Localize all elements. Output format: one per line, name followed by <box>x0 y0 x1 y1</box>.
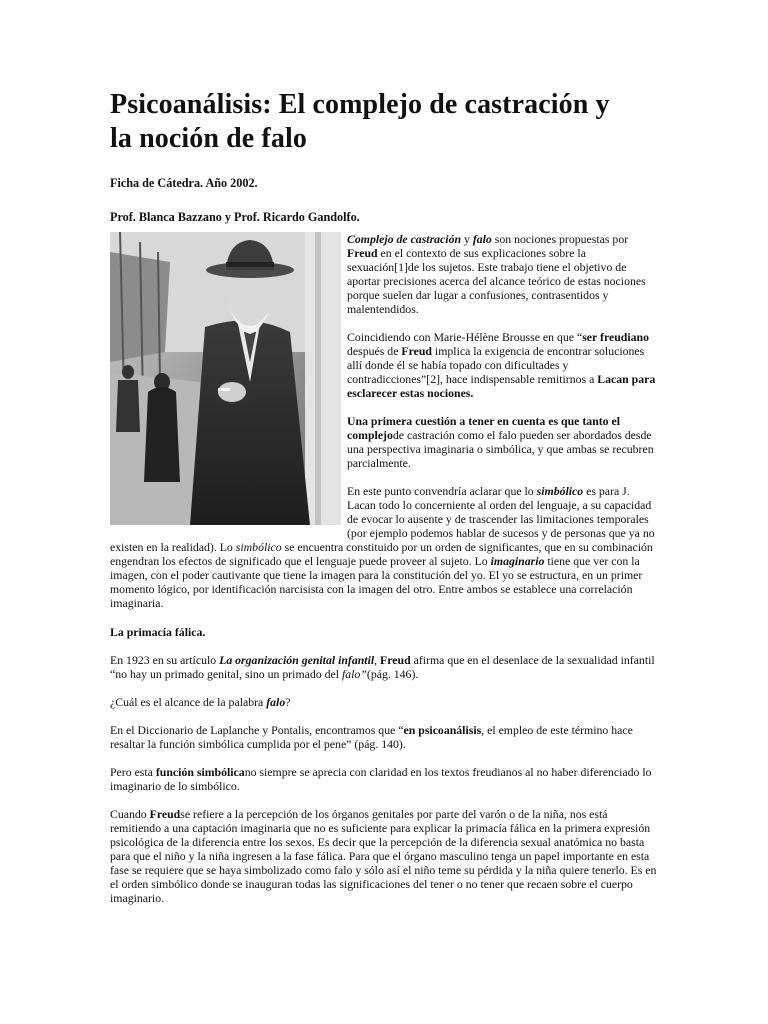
paragraph-6: ¿Cuál es el alcance de la palabra falo? <box>110 695 291 709</box>
portrait-photo-icon <box>110 232 341 525</box>
document-page <box>110 88 660 905</box>
section-heading: La primacía fálica. <box>110 625 206 639</box>
paragraph-1: Complejo de castración y falo son nociones propuestas por Freud en el contexto de sus explicaciones sobre la sexuación[1]de los sujetos. Este trabajo tiene el objetivo de aportar precisiones acerca del alcance teórico de estas nociones porque suelen dar lugar a confusiones, contrasentidos y malentendidos. <box>347 232 646 316</box>
paragraph-9: Cuando Freudse refiere a la percepción de los órganos genitales por parte del varón o de la niña, nos está remitiendo a una captación imaginaria que no es suficiente para explicar la primacía fálica en la primera expresión psicológica de la diferencia entre los sexos. Es decir que la percepción de la diferencia sexual anatómica no basta para que el niño y la niña ingresen a la fase fálica. Para que el órgano masculino tenga un papel importante en esta fase se requiere que se haya simbolizado como falo y sólo así el niño teme su pérdida y la niña quiere tenerlo. Es en el orden simbólico donde se inauguran todas las significaciones del tener o no tener que recaen sobre el cuerpo imaginario. <box>110 807 657 905</box>
paragraph-5: En 1923 en su artículo La organización genital infantil, Freud afirma que en el desenlace de la sexualidad infantil “no hay un primado genital, sino un primado del falo”(pág. 146). <box>110 653 655 681</box>
paragraph-8: Pero esta función simbólicano siempre se aprecia con claridad en los textos freudianos al no haber diferenciado lo imaginario de lo simbólico. <box>110 765 652 793</box>
ficha-line: Ficha de Cátedra. Año 2002. <box>110 176 258 190</box>
paragraph-7: En el Diccionario de Laplanche y Pontalis, encontramos que “en psicoanálisis, el empleo de este término hace resaltar la función simbólica cumplida por el pene” (pág. 140). <box>110 723 633 751</box>
paragraph-4: En este punto convendría aclarar que lo simbólico es para J. Lacan todo lo concerniente al orden del lenguaje, a su capacidad de evocar lo ausente y de trascender las limitaciones temporales (por ejemplo podemos hablar de sucesos y de personas que ya no existen en la realidad). Lo simbólico se encuentra constituido por un orden de significantes, que en su combinación engendran los efectos de significado que el lenguaje puede proveer al sujeto. Lo imaginario tiene que ver con la imagen, con el poder cautivante que tiene la imagen para la constitución del yo. El yo se estructura, en un primer momento lógico, por identificación narcisista con la imagen del otro. Entre ambos se establece una correlación imaginaria. <box>110 484 655 610</box>
title-line-2: la noción de falo <box>110 123 307 154</box>
authors-line: Prof. Blanca Bazzano y Prof. Ricardo Gandolfo. <box>110 210 360 224</box>
portrait-photo <box>110 232 341 525</box>
intro-block <box>110 232 660 610</box>
document-title <box>110 88 660 156</box>
paragraph-2: Coincidiendo con Marie-Hélène Brousse en que “ser freudiano después de Freud implica la exigencia de encontrar soluciones allí donde él se había topado con dificultades y contradicciones”[2], hace indispensable remitirnos a Lacan para esclarecer estas nociones. <box>347 330 656 400</box>
paragraph-3: Una primera cuestión a tener en cuenta es que tanto el complejode castración como el falo pueden ser abordados desde una perspectiva imaginaria o simbólica, y que ambas se recubren parcialmente. <box>347 414 654 470</box>
title-line-1: Psicoanálisis: El complejo de castración y <box>110 89 610 120</box>
